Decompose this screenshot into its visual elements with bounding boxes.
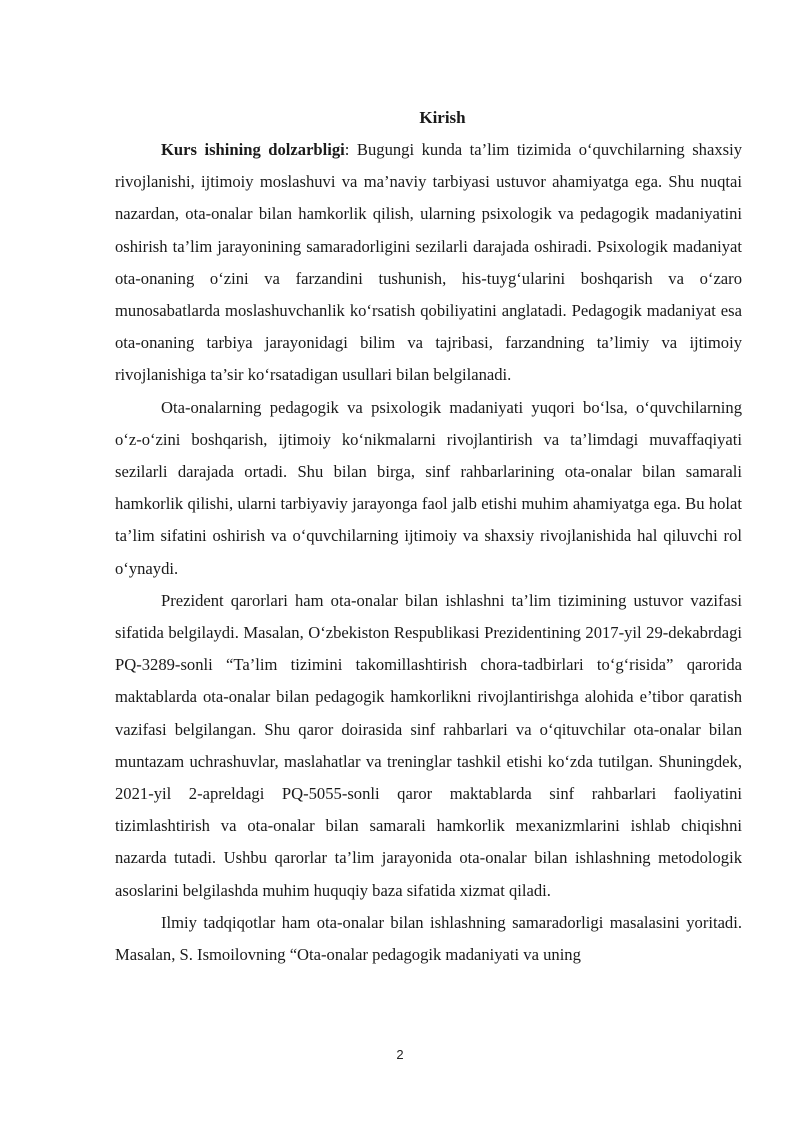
paragraph-relevance — [115, 134, 742, 392]
paragraph-text: Ota-onalarning pedagogik va psixologik madaniyati yuqori bo‘lsa, o‘quvchilarning o‘z-o‘zini boshqarish, ijtimoiy ko‘nikmalarni rivojlantirish va ta’limdagi muvaffaqiyati sezilarli darajada ortadi. Shu bilan birga, sinf rahbarlarining ota-onalar bilan samarali hamkorlik qilishi, ularni tarbiyaviy jarayonga faol jalb etishi muhim ahamiyatga ega. Bu holat ta’lim sifatini oshirish va o‘quvchilarning ijtimoiy va shaxsiy rivojlanishida hal qiluvchi rol o‘ynaydi. — [115, 397, 742, 578]
paragraph-text: : Bugungi kunda ta’lim tizimida o‘quvchilarning shaxsiy rivojlanishi, ijtimoiy moslashuvi va ma’naviy tarbiyasi ustuvor ahamiyatga ega. Shu nuqtai nazardan, ota-onalar bilan hamkorlik qilish, ularning psixologik va pedagogik madaniyatini oshirish ta’lim jarayonining samaradorligini sezilarli darajada oshiradi. Psixologik madaniyat ota-onaning o‘zini va farzandini tushunish, his-tuyg‘ularini boshqarish va o‘zaro munosabatlarda moslashuvchanlik ko‘rsatish qobiliyatini anglatadi. Pedagogik madaniyat esa ota-onaning tarbiya jarayonidagi bilim va tajribasi, farzandning ta’limiy va ijtimoiy rivojlanishiga ta’sir ko‘rsatadigan usullari bilan belgilanadi. — [115, 140, 743, 385]
paragraph-lead: Kurs ishining dolzarbligi — [161, 140, 345, 159]
page-number: 2 — [396, 1047, 404, 1062]
paragraph-text: Prezident qarorlari ham ota-onalar bilan ishlashni ta’lim tizimining ustuvor vazifasi sifatida belgilaydi. Masalan, O‘zbekiston Respublikasi Prezidentining 2017-yil 29-dekabrdagi PQ-3289-sonli “Ta’lim tizimini takomillashtirish chora-tadbirlari to‘g‘risida” qarorida maktablarda ota-onalar bilan pedagogik hamkorlikni rivojlantirishga alohida e’tibor qaratish vazifasi belgilangan. Shu qaror doirasida sinf rahbarlari va o‘qituvchilar ota-onalar bilan muntazam uchrashuvlar, maslahatlar va treninglar tashkil etishi ko‘zda tutilgan. Shuningdek, 2021-yil 2-apreldagi PQ-5055-sonli qaror maktablarda sinf rahbarlari faoliyatini tizimlashtirish va ota-onalar bilan samarali hamkorlik mexanizmlarini ishlab chiqishni nazarda tutadi. Ushbu qarorlar ta’lim jarayonida ota-onalar bilan ishlashning metodologik asoslarini belgilashda muhim huquqiy baza sifatida xizmat qiladi. — [115, 590, 742, 900]
paragraph-text: Ilmiy tadqiqotlar ham ota-onalar bilan ishlashning samaradorligi masalasini yoritadi. Masalan, S. Ismoilovning “Ota-onalar pedagogik madaniyati va uning — [115, 912, 742, 965]
section-heading: Kirish — [419, 108, 466, 127]
paragraph-presidential-decrees — [115, 585, 742, 907]
document-page — [115, 104, 742, 971]
paragraph-parents-culture — [115, 392, 742, 585]
paragraph-scientific-research — [115, 907, 742, 971]
